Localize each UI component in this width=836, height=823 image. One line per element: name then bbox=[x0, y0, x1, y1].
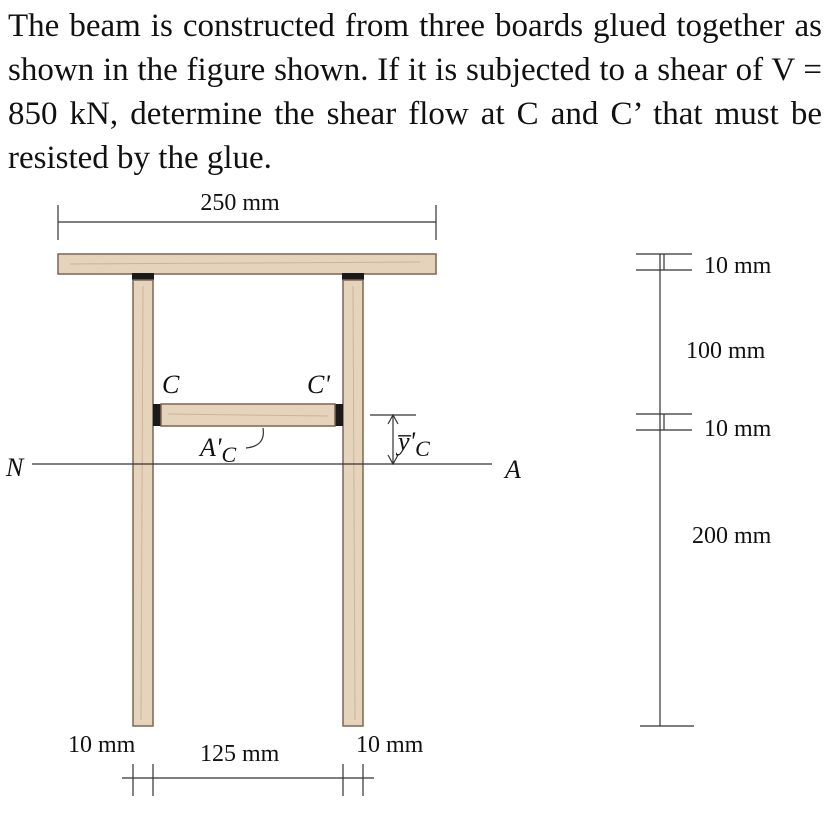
label-ybar bbox=[395, 427, 430, 461]
bottom-dimension-lines bbox=[122, 764, 374, 796]
glue-middle-left bbox=[153, 404, 161, 426]
area-leader-line bbox=[246, 428, 263, 448]
label-area-A bbox=[198, 433, 236, 467]
glue-top-right bbox=[342, 273, 364, 280]
label-area-main: A' bbox=[200, 433, 222, 462]
label-C: C bbox=[162, 370, 180, 399]
dim-bottom-right-web-label: 10 mm bbox=[356, 732, 424, 758]
glue-middle-right bbox=[335, 404, 343, 426]
dim-right-web-lower-label: 200 mm bbox=[692, 523, 772, 549]
dim-bottom-left-web-label: 10 mm bbox=[68, 732, 136, 758]
label-N: N bbox=[6, 453, 24, 482]
dim-right-web-upper-label: 100 mm bbox=[686, 338, 766, 364]
label-C-prime: C' bbox=[307, 370, 330, 399]
glue-top-left bbox=[132, 273, 154, 280]
dim-right-middle-board-label: 10 mm bbox=[704, 416, 772, 442]
dim-top-width-label: 250 mm bbox=[200, 190, 280, 216]
label-ybar-sub: C bbox=[415, 436, 430, 461]
label-A: A bbox=[505, 455, 521, 484]
label-ybar-main: y̅' bbox=[398, 427, 416, 456]
dim-right-top-flange-label: 10 mm bbox=[704, 253, 772, 279]
right-dimension-chain bbox=[636, 254, 694, 726]
problem-statement: The beam is constructed from three boards glued together as shown in the figure shown. If it is subjected to a shear of V = 850 kN, determine the shear flow at C and C’ that must be resisted by the glue. bbox=[8, 8, 822, 176]
dim-bottom-spacing-label: 125 mm bbox=[200, 741, 280, 767]
label-area-sub: C bbox=[221, 442, 237, 467]
